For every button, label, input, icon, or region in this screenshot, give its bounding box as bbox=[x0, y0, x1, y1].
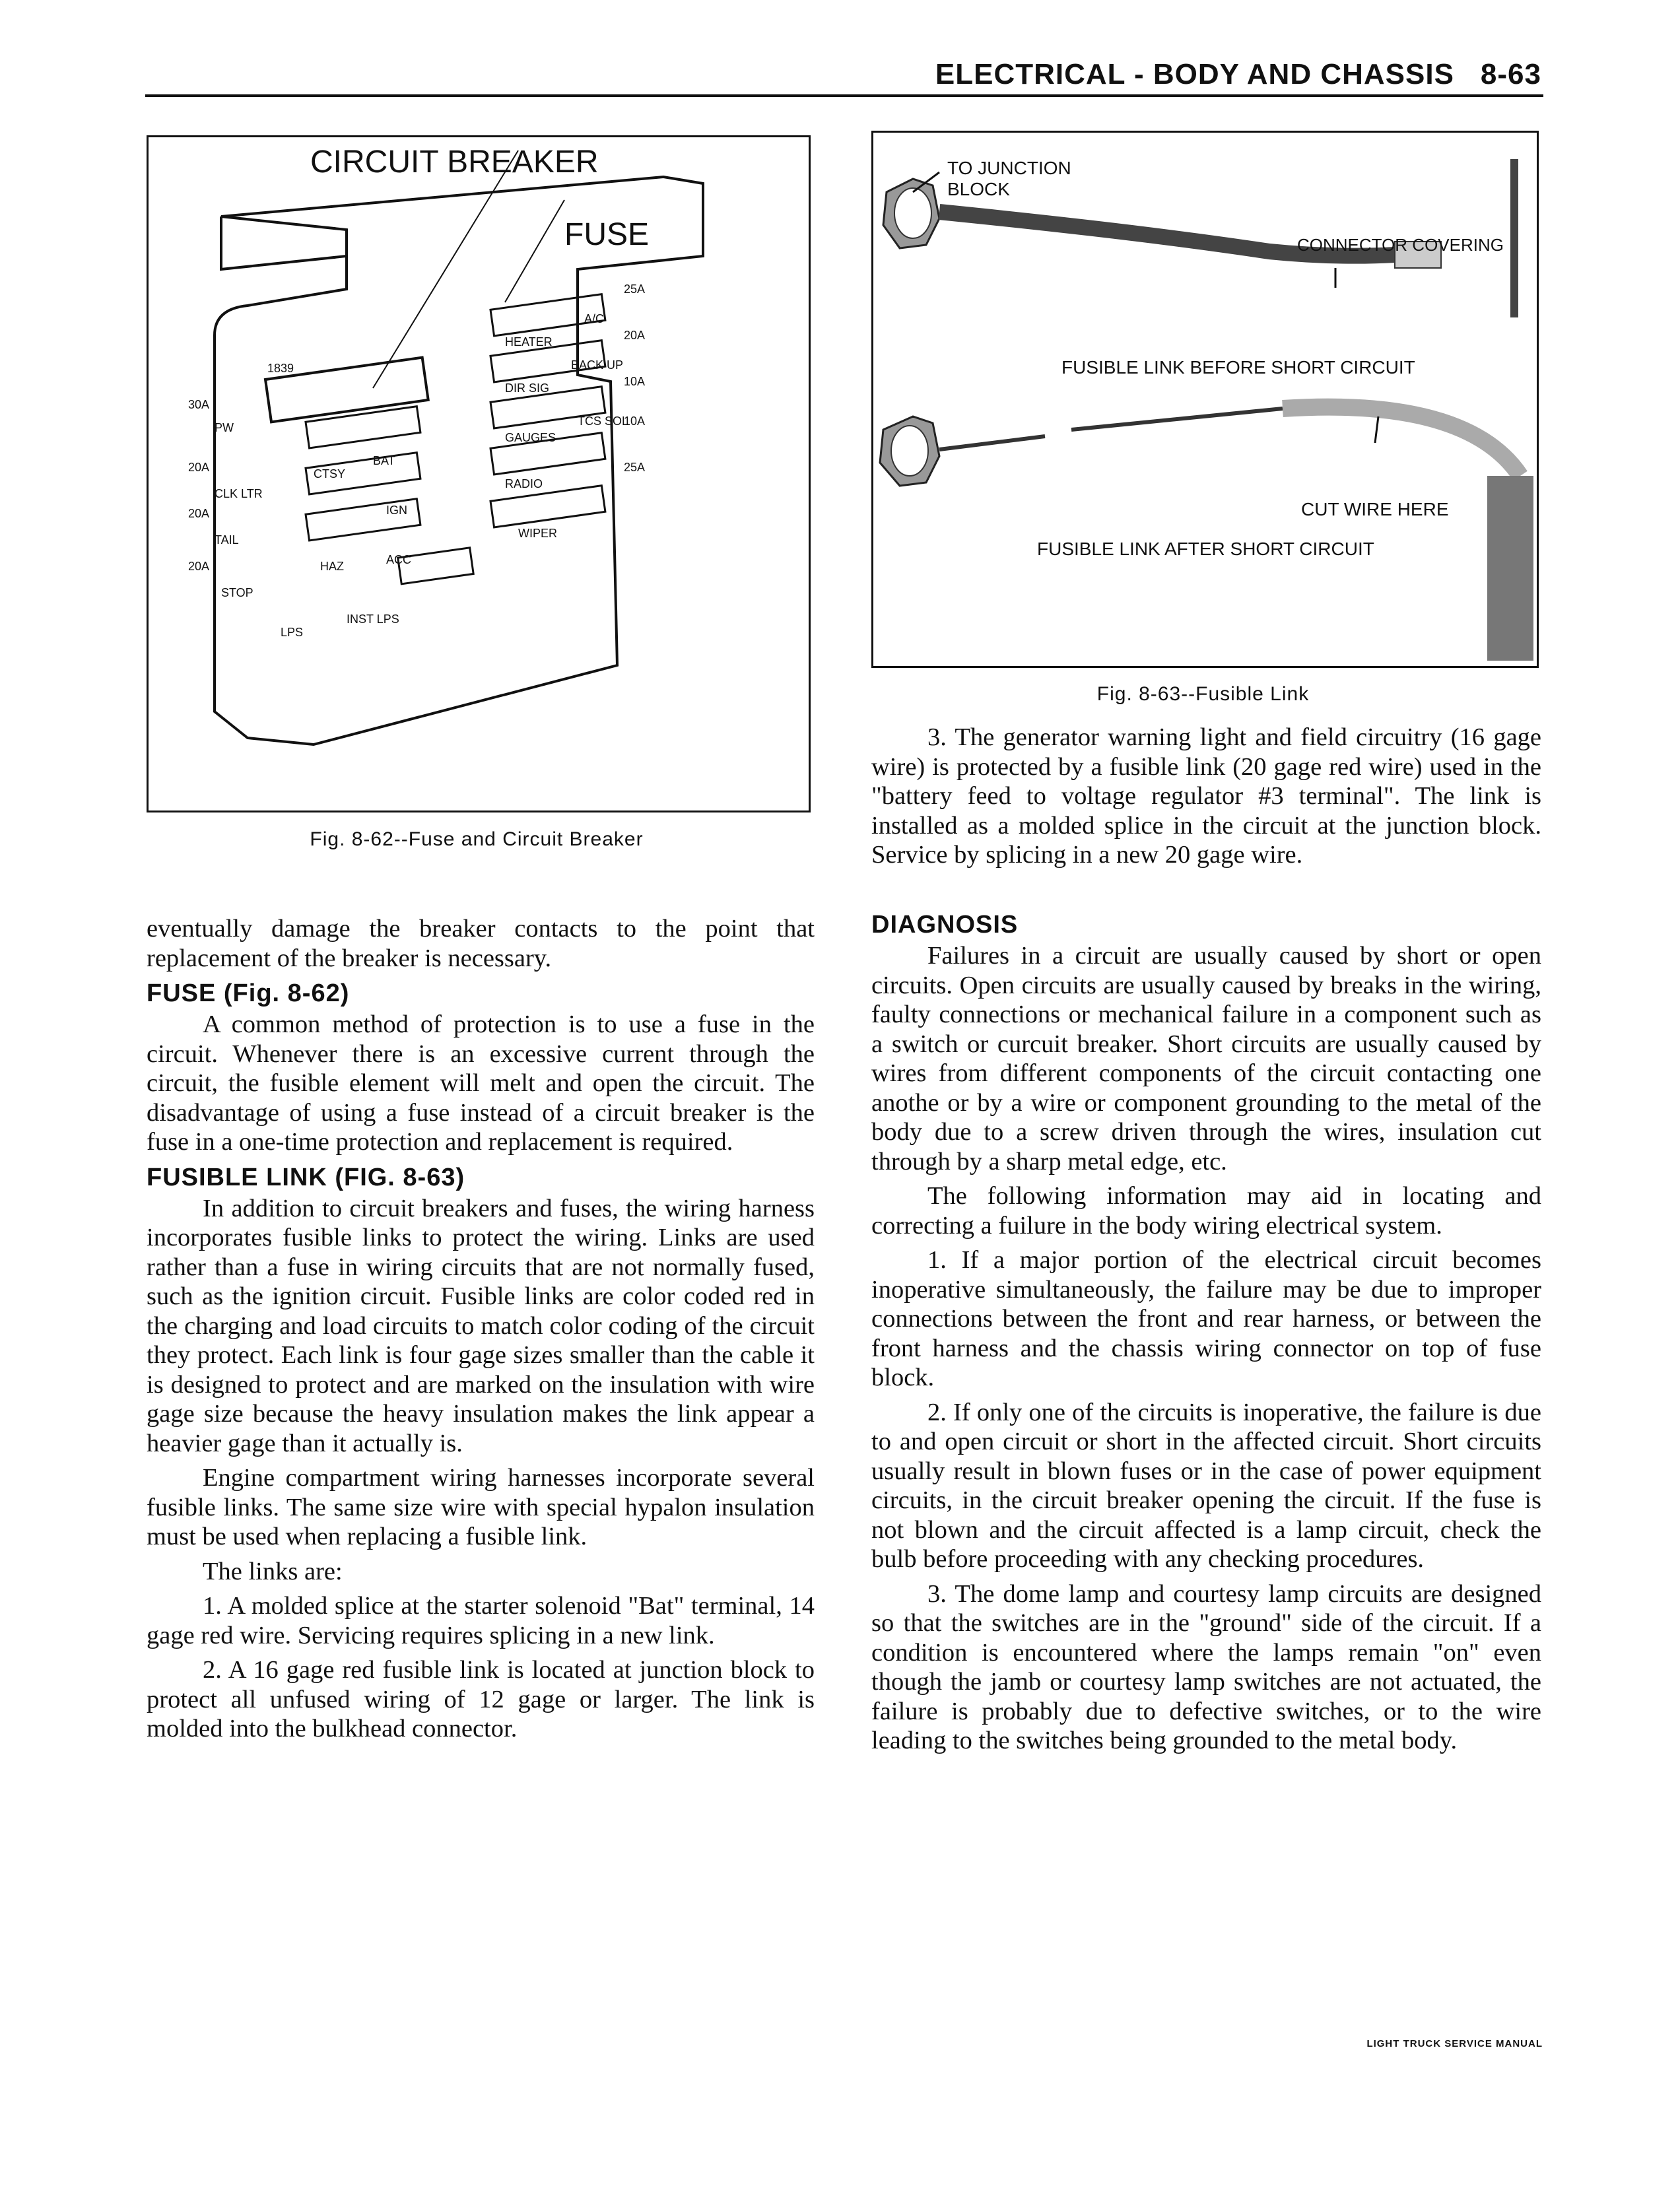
junction-block-label: TO JUNCTION BLOCK bbox=[947, 158, 1071, 199]
fuse-label: TCS SOL bbox=[578, 414, 629, 428]
fuse-label: RADIO bbox=[505, 477, 543, 490]
paragraph: 3. The generator warning light and field circuitry (16 gage wire) is protected by a fusible link (20 gage red wire) used in the "battery feed to voltage regulator #3 terminal". The link is installed as a molded splice in the circuit at the junction block. Service by splicing in a new 20 gage wire. bbox=[871, 723, 1541, 869]
fuse-label: 25A bbox=[624, 461, 646, 474]
fuse-label: BACK UP bbox=[571, 358, 624, 372]
fuse-label: TAIL bbox=[215, 533, 239, 546]
section-heading-fuse: FUSE (Fig. 8-62) bbox=[147, 979, 350, 1007]
figure-caption: Fig. 8-63--Fusible Link bbox=[1096, 683, 1310, 705]
fuse-label: 20A bbox=[188, 461, 210, 474]
paragraph: The following information may aid in locating and correcting a fuilure in the body wiring electrical system. bbox=[871, 1182, 1541, 1240]
header-rule bbox=[145, 94, 1543, 97]
paragraph: The links are: bbox=[203, 1557, 343, 1585]
fuse-label: A/C bbox=[584, 312, 605, 325]
fuse-label: IGN bbox=[386, 504, 408, 517]
fuse-callout: FUSE bbox=[564, 217, 650, 252]
left-column bbox=[147, 914, 815, 1744]
fuse-label: LPS bbox=[281, 626, 304, 639]
fuse-label: HAZ bbox=[320, 560, 344, 573]
after-short-label: FUSIBLE LINK AFTER SHORT CIRCUIT bbox=[1037, 539, 1374, 559]
fuse-label: PW bbox=[215, 421, 234, 434]
section-heading-fusible-link: FUSIBLE LINK (FIG. 8-63) bbox=[147, 1163, 465, 1191]
connector-covering-label: CONNECTOR COVERING bbox=[1297, 235, 1504, 255]
fuse-block-illustration bbox=[149, 137, 809, 811]
paragraph: Engine compartment wiring harnesses incorporate several fusible links. The same size wire with special hypalon insulation must be used when replacing a fusible link. bbox=[147, 1464, 815, 1550]
fuse-label: CLK LTR bbox=[215, 487, 263, 500]
fuse-label: BAT bbox=[373, 454, 395, 467]
fuse-label: 20A bbox=[624, 329, 646, 342]
before-short-label: FUSIBLE LINK BEFORE SHORT CIRCUIT bbox=[1061, 357, 1415, 378]
fuse-label: 1839 bbox=[267, 362, 294, 375]
paragraph: 1. A molded splice at the starter solenoid "Bat" terminal, 14 gage red wire. Servicing requires splicing in a new link. bbox=[147, 1592, 815, 1649]
fuse-label: ACC bbox=[386, 553, 412, 566]
paragraph: 1. If a major portion of the electrical circuit becomes inoperative simultaneously, the failure may be due to improper connections between the front and rear harness, or between the front harness and the chassis wiring connector on top of fuse block. bbox=[871, 1246, 1541, 1391]
figure-fuse-block bbox=[147, 135, 811, 812]
fuse-label: GAUGES bbox=[505, 431, 556, 444]
right-top-text bbox=[871, 723, 1541, 870]
fuse-label: 20A bbox=[188, 507, 210, 520]
fuse-label: STOP bbox=[221, 586, 253, 599]
figure-caption: Fig. 8-62--Fuse and Circuit Breaker bbox=[310, 828, 644, 850]
fuse-label: WIPER bbox=[518, 527, 558, 540]
fuse-label: CTSY bbox=[314, 467, 346, 480]
footer: LIGHT TRUCK SERVICE MANUAL bbox=[1366, 2038, 1543, 2049]
paragraph: 2. If only one of the circuits is inoperative, the failure is due to and open circuit or short in the affected circuit. Short circuits usually result in blown fuses or in the case of power equipment circuits, in the circuit breaker opening the circuit. If the fuse is not blown and the circuit affected is a lamp circuit, check the bulb before proceeding with any checking procedures. bbox=[871, 1398, 1541, 1573]
page-header bbox=[898, 58, 1541, 91]
paragraph: 2. A 16 gage red fusible link is located at junction block to protect all unfused wiring of 12 gage or larger. The link is molded into the bulkhead connector. bbox=[147, 1656, 815, 1742]
right-column bbox=[871, 904, 1541, 1756]
cut-wire-label: CUT WIRE HERE bbox=[1301, 499, 1449, 519]
paragraph: eventually damage the breaker contacts to the point that replacement of the breaker is necessary. bbox=[147, 915, 815, 972]
figure-fusible-link bbox=[871, 131, 1539, 668]
fuse-label: HEATER bbox=[505, 335, 553, 348]
fuse-label: INST LPS bbox=[347, 613, 399, 626]
fuse-label: 30A bbox=[188, 398, 210, 411]
fuse-label: 10A bbox=[624, 375, 646, 388]
page-number: 8-63 bbox=[1480, 58, 1541, 90]
section-heading-diagnosis: DIAGNOSIS bbox=[871, 911, 1019, 939]
paragraph: In addition to circuit breakers and fuses, the wiring harness incorporates fusible links to protect the wiring. Links are used rather than a fuse in wiring circuits that are not normally fused, such as the ignition circuit. Fusible links are color coded red in the charging and load circuits to match color coding of the circuit they protect. Each link is four gage sizes smaller than the cable it is designed to protect and are marked on the insulation with wire gage size because the heavy insulation makes the link appear a heavier gage than it actually is. bbox=[147, 1194, 815, 1457]
circuit-breaker-callout: CIRCUIT BREAKER bbox=[310, 145, 599, 180]
fuse-label: 25A bbox=[624, 282, 646, 296]
paragraph: Failures in a circuit are usually caused by short or open circuits. Open circuits are usually caused by breaks in the wiring, faulty connections or mechanical failure in a component such as a switch or curcuit breaker. Short circuits are usually caused by wires from different components of the circuit contacting one anothe or by a wire or component grounding to the metal of the body due to a screw driven through the wires, insulation cut through by a sharp metal edge, etc. bbox=[871, 942, 1541, 1176]
section-title: ELECTRICAL - BODY AND CHASSIS bbox=[935, 58, 1454, 90]
paragraph: 3. The dome lamp and courtesy lamp circuits are designed so that the switches are in the "ground" side of the circuit. If a condition is encountered where the lamps remain "on" even though the jamb or courtesy lamp switches are not actuated, the failure is probably due to defective switches, or to the wire leading to the switches being grounded to the metal body. bbox=[871, 1579, 1541, 1754]
fuse-label: 10A bbox=[624, 414, 646, 428]
fusible-link-photo bbox=[873, 133, 1537, 666]
fuse-label: DIR SIG bbox=[505, 381, 550, 395]
fuse-label: 20A bbox=[188, 560, 210, 573]
paragraph: A common method of protection is to use a fuse in the circuit. Whenever there is an excessive current through the circuit, the fusible element will melt and open the circuit. The disadvantage of using a fuse instead of a circuit breaker is the fuse in a one-time protection and replacement is required. bbox=[147, 1010, 815, 1156]
